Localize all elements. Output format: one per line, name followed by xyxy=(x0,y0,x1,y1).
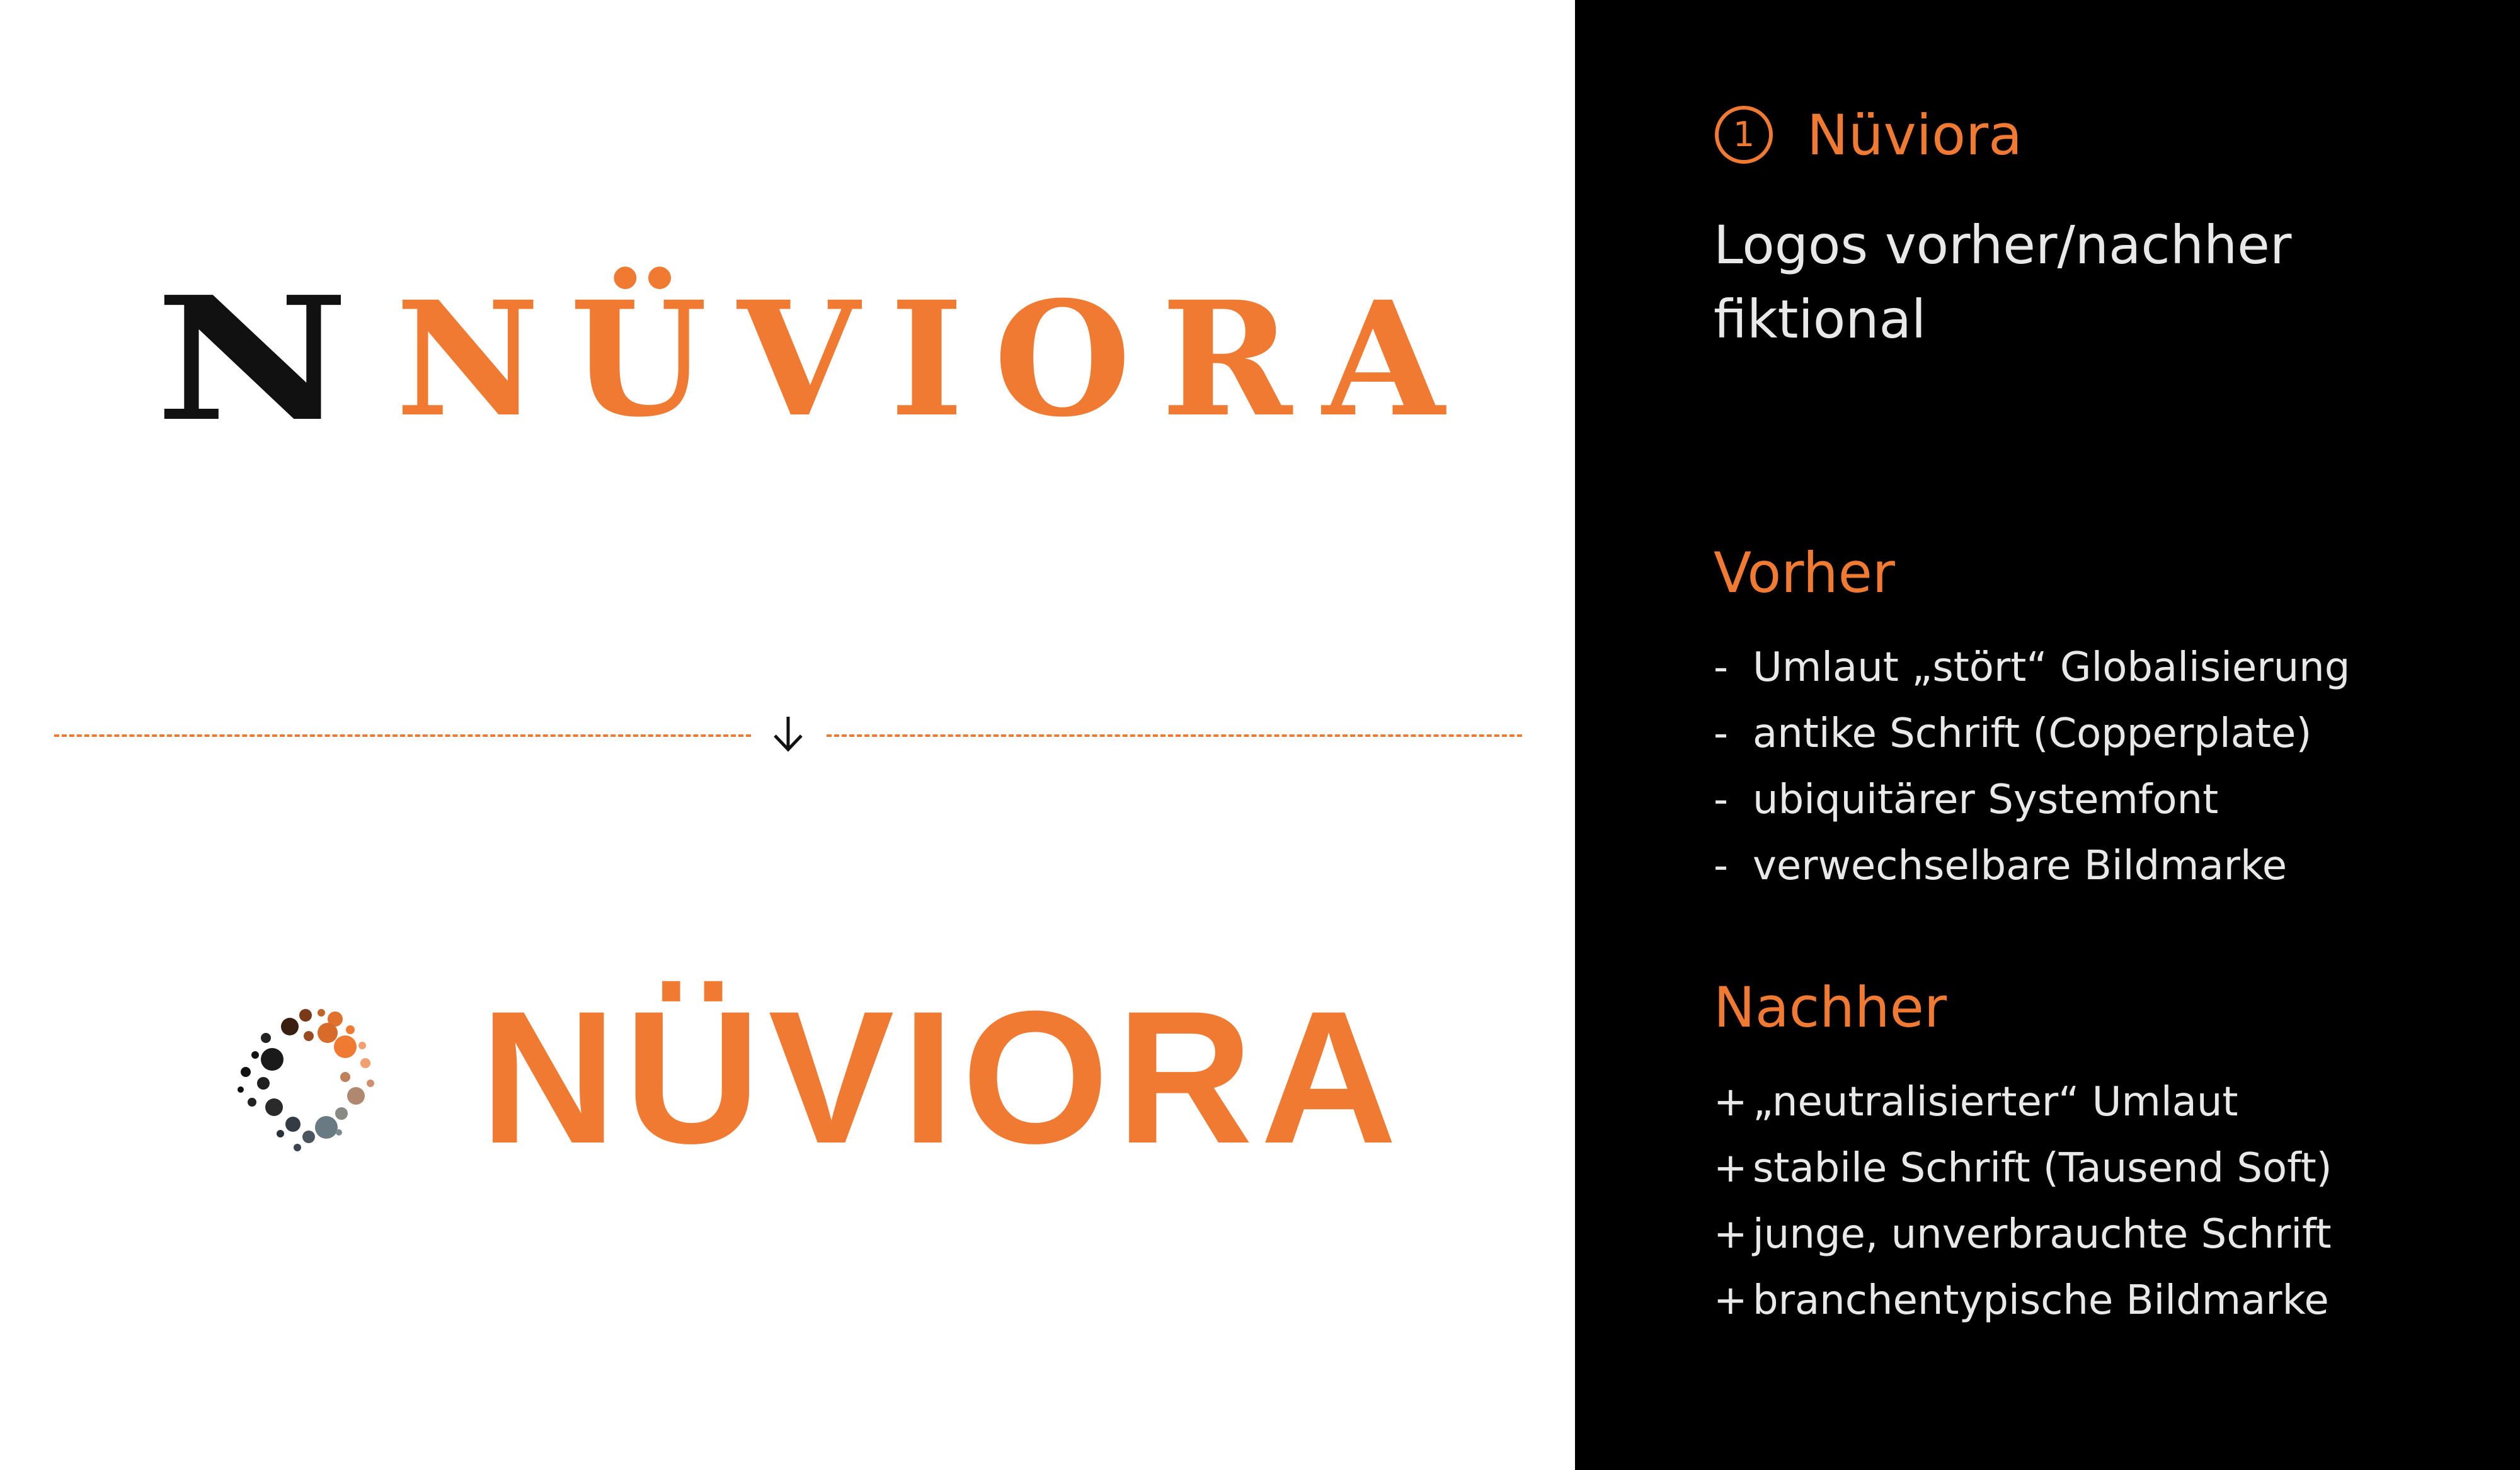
list-marker: - xyxy=(1714,710,1729,757)
list-marker: + xyxy=(1714,1211,1748,1258)
list-item-text: stabile Schrift (Tausend Soft) xyxy=(1753,1145,2332,1192)
old-logo-mark: N xyxy=(155,259,350,459)
list-item-text: ubiquitärer Systemfont xyxy=(1753,777,2219,823)
list-item xyxy=(1714,635,2350,701)
arrow-down-icon xyxy=(766,712,810,756)
nachher-list xyxy=(1714,1069,2332,1334)
new-logo-wordmark: NÜVIORA xyxy=(480,971,1405,1183)
divider-line-right xyxy=(827,734,1522,737)
list-item-text: antike Schrift (Copperplate) xyxy=(1753,710,2312,757)
list-item-text: junge, unverbrauchte Schrift xyxy=(1753,1211,2332,1258)
vorher-list xyxy=(1714,635,2350,899)
list-marker: - xyxy=(1714,644,1729,691)
list-item-text: verwechselbare Bildmarke xyxy=(1753,843,2288,889)
list-item xyxy=(1714,833,2350,899)
list-marker: + xyxy=(1714,1277,1748,1324)
list-marker: - xyxy=(1714,777,1729,823)
panel-subtitle: Logos vorher/nachher fiktional xyxy=(1714,214,2292,350)
panel-title: Nüviora xyxy=(1807,103,2023,168)
list-item-text: „neutralisierter“ Umlaut xyxy=(1753,1079,2238,1125)
list-marker: + xyxy=(1714,1079,1748,1125)
list-marker: - xyxy=(1714,843,1729,889)
section-heading-vorher: Vorher xyxy=(1714,540,1895,605)
list-item xyxy=(1714,1069,2332,1136)
number-badge: 1 xyxy=(1715,106,1773,164)
list-item-text: Umlaut „stört“ Globalisierung xyxy=(1753,644,2351,691)
list-item xyxy=(1714,767,2350,833)
molecule-ring-icon xyxy=(227,1001,384,1159)
list-item xyxy=(1714,701,2350,767)
list-item xyxy=(1714,1136,2332,1202)
list-marker: + xyxy=(1714,1145,1748,1192)
section-heading-nachher: Nachher xyxy=(1714,975,1947,1040)
old-logo-wordmark: NÜVIORA xyxy=(396,266,1475,452)
list-item xyxy=(1714,1202,2332,1268)
list-item xyxy=(1714,1268,2332,1334)
divider-line-left xyxy=(54,734,751,737)
list-item-text: branchentypische Bildmarke xyxy=(1753,1277,2329,1324)
